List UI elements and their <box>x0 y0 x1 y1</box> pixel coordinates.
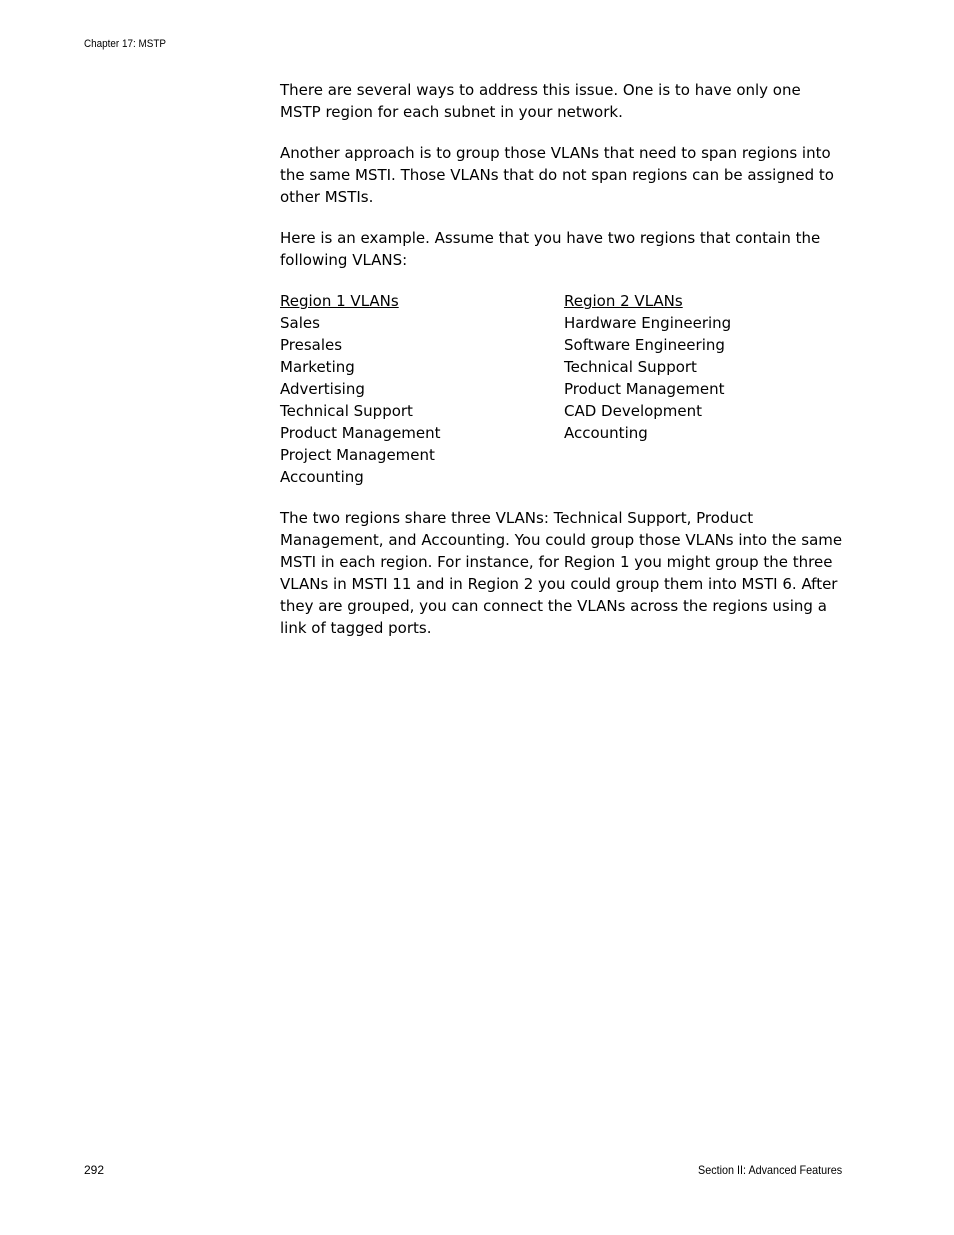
section-title: Section II: Advanced Features <box>697 1163 842 1177</box>
running-header: Chapter 17: MSTP <box>84 38 166 50</box>
paragraph-group-vlans: Another approach is to group those VLANs that need to span regions into the same MSTI. Those VLANs that do not span regions can be assigned to other MSTIs. <box>280 144 834 206</box>
region-1-vlan-item: Technical Support <box>280 402 413 420</box>
region-2-vlan-item: Hardware Engineering <box>564 314 732 332</box>
region-2-vlan-item: CAD Development <box>564 402 703 420</box>
region-1-vlan-item: Project Management <box>280 446 435 464</box>
region-1-vlan-item: Presales <box>280 336 343 354</box>
region-2-vlan-item: Accounting <box>564 424 648 442</box>
region-2-column <box>564 290 731 444</box>
main-content <box>280 79 845 658</box>
region-2-vlan-item: Technical Support <box>564 358 697 376</box>
region-1-vlan-item: Advertising <box>280 380 365 398</box>
region-1-heading: Region 1 VLANs <box>280 292 399 310</box>
region-2-vlan-item: Product Management <box>564 380 725 398</box>
paragraph-shared-vlans: The two regions share three VLANs: Technical Support, Product Management, and Accounting. You could group those VLANs into the same MSTI in each region. For instance, for Region 1 you might group the three VLANs in MSTI 11 and in Region 2 you could group them into MSTI 6. After they are grouped, you can connect the VLANs across the regions using a link of tagged ports. <box>280 509 843 637</box>
region-1-vlan-item: Marketing <box>280 358 355 376</box>
region-vlan-table <box>280 290 845 488</box>
region-1-vlan-item: Sales <box>280 314 320 332</box>
region-1-vlan-item: Accounting <box>280 468 364 486</box>
region-1-vlan-item: Product Management <box>280 424 441 442</box>
paragraph-msti-approach-intro: There are several ways to address this issue. One is to have only one MSTP region for each subnet in your network. <box>280 81 801 121</box>
region-1-column <box>280 290 441 488</box>
region-2-vlan-item: Software Engineering <box>564 336 725 354</box>
paragraph-example-intro: Here is an example. Assume that you have two regions that contain the following VLANS: <box>280 229 821 269</box>
region-2-heading: Region 2 VLANs <box>564 292 683 310</box>
page-number: 292 <box>84 1163 105 1177</box>
